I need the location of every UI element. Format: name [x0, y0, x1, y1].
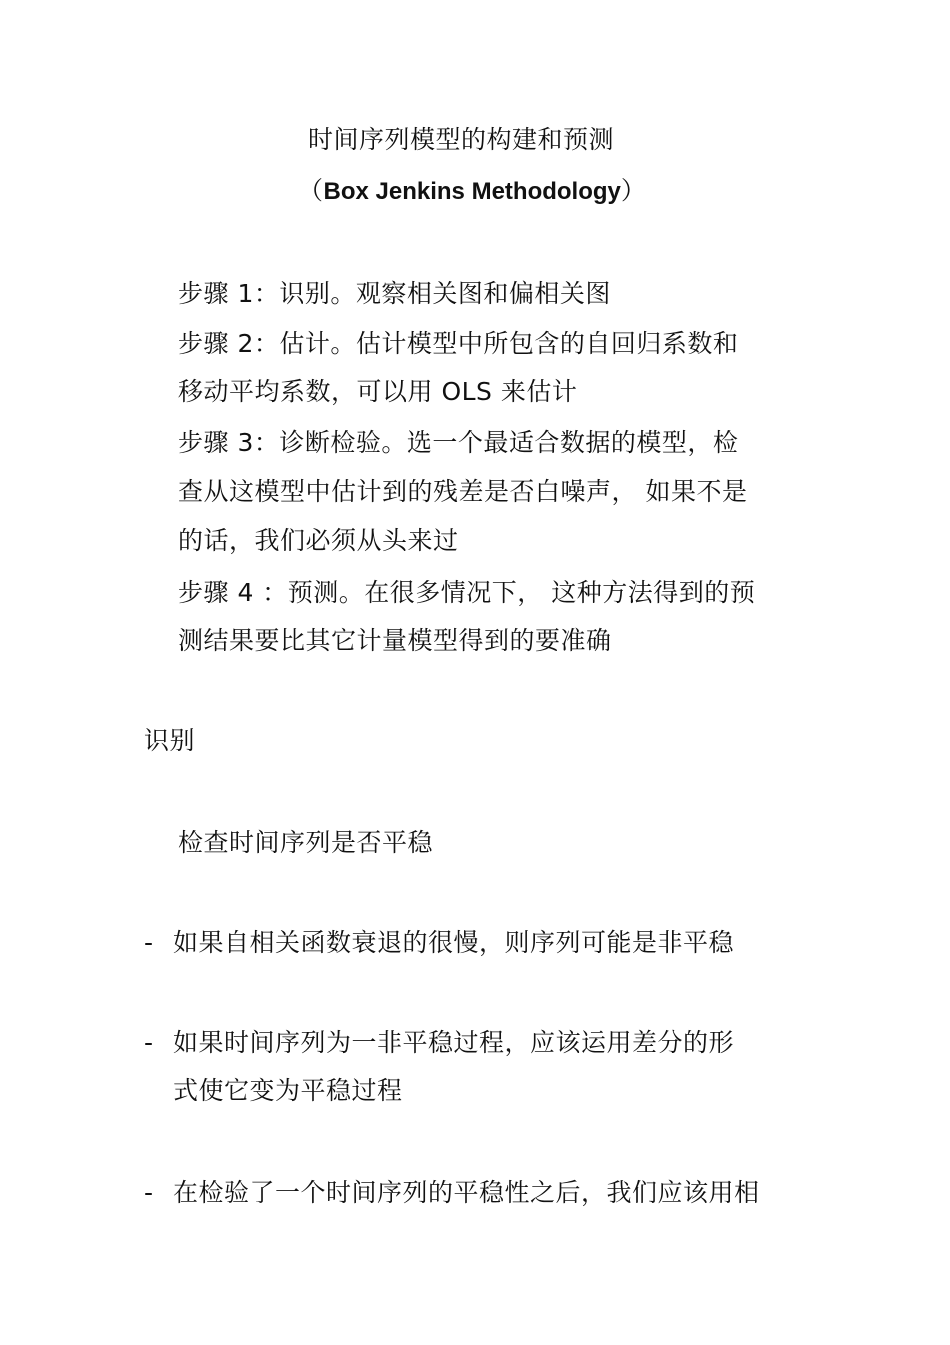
document-subtitle	[298, 175, 646, 208]
subtitle-methodology: Box Jenkins Methodology	[323, 178, 621, 205]
step-2-line-2: 移动平均系数，可以用 OLS 来估计	[178, 377, 578, 406]
step-4-line-2: 测结果要比其它计量模型得到的要准确	[178, 626, 612, 655]
section-intro: 检查时间序列是否平稳	[178, 828, 434, 857]
bullet-marker: -	[144, 1178, 154, 1207]
step-4-line-1: 步骤 4 ：预测。在很多情况下， 这种方法得到的预	[178, 578, 756, 607]
step-3-line-1: 步骤 3：诊断检验。选一个最适合数据的模型，检	[178, 428, 739, 457]
section-heading: 识别	[144, 726, 196, 755]
bullet-marker: -	[144, 928, 154, 957]
bullet-3-line-1: 在检验了一个时间序列的平稳性之后，我们应该用相	[173, 1178, 760, 1207]
step-1-line-1: 步骤 1：识别。观察相关图和偏相关图	[178, 279, 611, 308]
bullet-2-line-1: 如果时间序列为一非平稳过程，应该运用差分的形	[173, 1028, 735, 1057]
step-2-line-1: 步骤 2：估计。估计模型中所包含的自回归系数和	[178, 329, 739, 358]
bullet-marker: -	[144, 1028, 154, 1057]
subtitle-open-paren: （	[298, 176, 324, 205]
bullet-1-line-1: 如果自相关函数衰退的很慢，则序列可能是非平稳	[173, 928, 735, 957]
subtitle-close-paren: ）	[620, 176, 647, 205]
step-3-line-2: 查从这模型中估计到的残差是否白噪声， 如果不是	[178, 477, 748, 506]
document-title: 时间序列模型的构建和预测	[307, 125, 614, 154]
step-3-line-3: 的话，我们必须从头来过	[178, 526, 459, 555]
bullet-2-line-2: 式使它变为平稳过程	[173, 1076, 403, 1105]
